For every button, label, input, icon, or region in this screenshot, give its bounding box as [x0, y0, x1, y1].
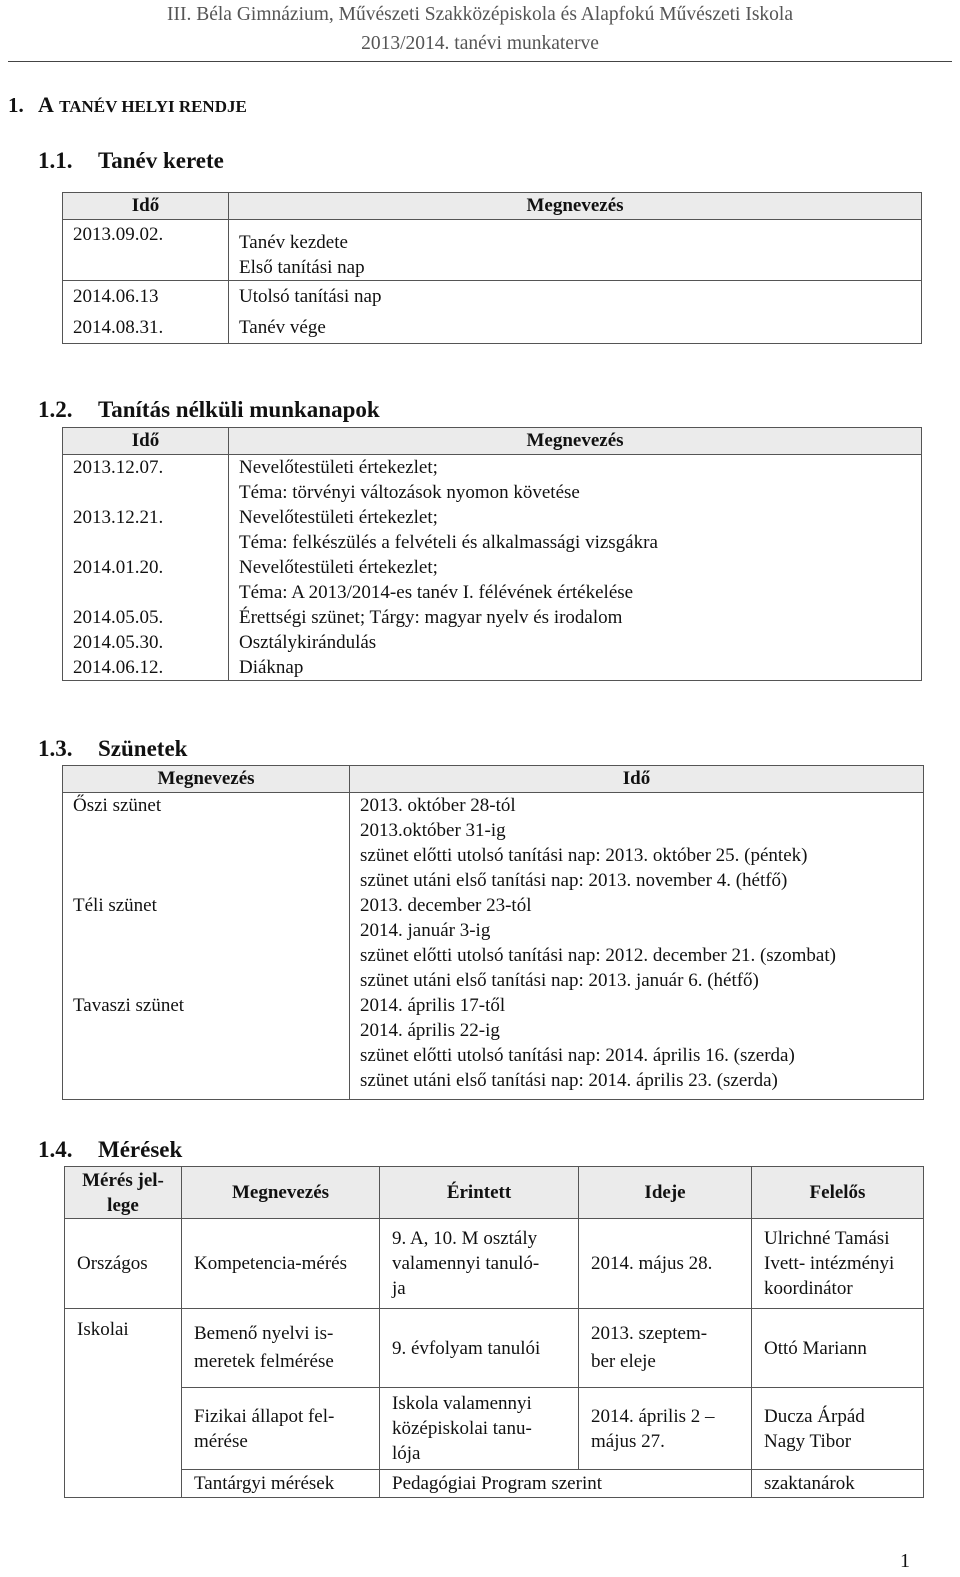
cell-erintett: 9. évfolyam tanulói [380, 1309, 579, 1388]
cell-erintett [380, 1219, 579, 1309]
section-number: 1.2. [38, 397, 73, 422]
cell-date: 2014.05.05. [63, 605, 229, 630]
cell-line: Utolsó tanítási nap [239, 286, 382, 307]
cell-line: Első tanítási nap [239, 257, 365, 278]
section-title: Szünetek [98, 736, 188, 761]
cell-holiday-name: Őszi szünet [63, 793, 350, 894]
non-teaching-days-table [62, 427, 922, 681]
page-number: 1 [900, 1550, 910, 1572]
cell-holiday-name: Tavaszi szünet [63, 993, 350, 1100]
cell-line: Mérés jel- [82, 1169, 164, 1191]
section-title: Tanév kerete [98, 148, 224, 173]
cell-jelleg: Iskolai [65, 1309, 182, 1498]
cell-name [229, 220, 922, 281]
cell-line: szünet előtti utolsó tanítási nap: 2014. április 16. (szerda) [360, 1045, 795, 1066]
cell-line: koordinátor [764, 1278, 853, 1299]
cell-erintett: Pedagógiai Program szerint [380, 1470, 752, 1498]
cell-line: 2013. október 28-tól [360, 795, 516, 816]
cell-line: Téma: törvényi változások nyomon követése [239, 482, 580, 503]
cell-line: 2014. április 2 – [591, 1405, 715, 1427]
cell-megnevezes: Tantárgyi mérések [182, 1470, 380, 1498]
measurements-table [64, 1166, 924, 1498]
header-plan-title: 2013/2014. tanévi munkaterve [361, 33, 599, 54]
holidays-table [62, 765, 924, 1100]
section-1-1-heading [38, 148, 224, 174]
cell-line: Bemenő nyelvi is- [194, 1323, 334, 1344]
cell-holiday-name: Téli szünet [63, 893, 350, 993]
cell-line: 2013. december 23-tól [360, 895, 532, 916]
cell-date: 2013.12.07. [63, 455, 229, 506]
cell-felelos [752, 1388, 924, 1470]
cell-line: 2014. január 3-ig [360, 920, 491, 941]
cell-line: Fizikai állapot fel- [194, 1405, 335, 1427]
cell-line: 2014. április 17-től [360, 995, 506, 1016]
cell-line: valamennyi tanuló- [392, 1253, 540, 1274]
cell-line: 9. A, 10. M osztály [392, 1228, 538, 1249]
section-1-heading [8, 92, 247, 118]
cell-megnevezes [182, 1388, 380, 1470]
cell-line: Nevelőtestületi értekezlet; [239, 457, 438, 478]
col-header-ido: Idő [350, 766, 924, 793]
cell-date: 2013.09.02. [63, 220, 229, 281]
cell-holiday-time [350, 893, 924, 993]
section-title-initial: A [38, 92, 54, 117]
cell-name [229, 505, 922, 555]
cell-name: Diáknap [229, 655, 922, 681]
cell-holiday-time [350, 993, 924, 1100]
cell-felelos [752, 1219, 924, 1309]
cell-line: Nagy Tibor [764, 1430, 852, 1452]
col-header-ido: Idő [63, 193, 229, 220]
cell-holiday-time [350, 793, 924, 894]
cell-line: ber eleje [591, 1351, 656, 1372]
section-title: Tanítás nélküli munkanapok [98, 397, 380, 422]
cell-megnevezes: Kompetencia-mérés [182, 1219, 380, 1309]
section-1-2-heading [38, 397, 380, 423]
col-header-ido: Idő [63, 428, 229, 455]
cell-line: középiskolai tanu- [392, 1418, 532, 1439]
cell-line: 2013.október 31-ig [360, 820, 506, 841]
col-header-megnevezes: Megnevezés [229, 193, 922, 220]
cell-line: 2014.06.13 [73, 286, 159, 307]
cell-date: 2013.12.21. [63, 505, 229, 555]
cell-ideje [579, 1388, 752, 1470]
cell-name: Érettségi szünet; Tárgy: magyar nyelv és irodalom [229, 605, 922, 630]
cell-date [63, 281, 229, 344]
section-number: 1.1. [38, 148, 73, 173]
cell-line: május 27. [591, 1430, 665, 1452]
cell-name [229, 555, 922, 605]
col-header-megnevezes: Megnevezés [63, 766, 350, 793]
cell-line: lója [392, 1443, 421, 1464]
cell-line: 2013. szeptem- [591, 1323, 708, 1344]
cell-line: Tanév kezdete [239, 232, 348, 253]
header-divider [8, 61, 952, 62]
section-number: 1.4. [38, 1137, 73, 1162]
col-header-erintett: Érintett [380, 1167, 579, 1219]
cell-line: szünet előtti utolsó tanítási nap: 2013. október 25. (péntek) [360, 845, 808, 866]
section-1-4-heading [38, 1137, 182, 1163]
cell-line: Ivett- intézményi [764, 1253, 895, 1274]
cell-ideje: 2014. május 28. [579, 1219, 752, 1309]
cell-line: meretek felmérése [194, 1351, 334, 1372]
cell-line: ja [392, 1278, 406, 1299]
cell-ideje [579, 1309, 752, 1388]
cell-line: Ducza Árpád [764, 1405, 865, 1427]
cell-line: 2014.08.31. [73, 317, 164, 338]
cell-date: 2014.01.20. [63, 555, 229, 605]
cell-felelos: szaktanárok [752, 1470, 924, 1498]
cell-line: szünet utáni első tanítási nap: 2013. január 6. (hétfő) [360, 970, 759, 991]
cell-line: Ulrichné Tamási [764, 1228, 890, 1249]
cell-line: 2014. április 22-ig [360, 1020, 500, 1041]
cell-line: Iskola valamennyi [392, 1393, 532, 1414]
cell-line: Téma: felkészülés a felvételi és alkalmassági vizsgákra [239, 532, 658, 553]
cell-felelos: Ottó Mariann [752, 1309, 924, 1388]
header-school-name: III. Béla Gimnázium, Művészeti Szakközépiskola és Alapfokú Művészeti Iskola [167, 4, 793, 25]
school-year-table [62, 192, 922, 344]
section-title: TANÉV HELYI RENDJE [59, 97, 247, 116]
cell-line: lege [107, 1194, 139, 1216]
col-header-megnevezes: Megnevezés [229, 428, 922, 455]
section-number: 1.3. [38, 736, 73, 761]
section-number: 1. [8, 93, 24, 117]
cell-date: 2014.06.12. [63, 655, 229, 681]
col-header-megnevezes: Megnevezés [182, 1167, 380, 1219]
cell-name [229, 281, 922, 344]
section-title: Mérések [98, 1137, 183, 1162]
cell-line: Téma: A 2013/2014-es tanév I. félévének értékelése [239, 582, 634, 603]
cell-line: szünet előtti utolsó tanítási nap: 2012. december 21. (szombat) [360, 945, 836, 966]
page-header [0, 0, 960, 58]
cell-line: szünet utáni első tanítási nap: 2014. április 23. (szerda) [360, 1070, 778, 1091]
cell-line: szünet utáni első tanítási nap: 2013. november 4. (hétfő) [360, 870, 788, 891]
cell-line: Nevelőtestületi értekezlet; [239, 507, 438, 528]
section-1-3-heading [38, 736, 187, 762]
cell-line: Nevelőtestületi értekezlet; [239, 557, 438, 578]
cell-name: Osztálykirándulás [229, 630, 922, 655]
cell-line: Tanév vége [239, 317, 326, 338]
cell-name [229, 455, 922, 506]
col-header-felelos: Felelős [752, 1167, 924, 1219]
cell-megnevezes [182, 1309, 380, 1388]
col-header-ideje: Ideje [579, 1167, 752, 1219]
cell-erintett [380, 1388, 579, 1470]
col-header-jelleg [65, 1167, 182, 1219]
cell-jelleg: Országos [65, 1219, 182, 1309]
cell-line: mérése [194, 1430, 248, 1452]
cell-date: 2014.05.30. [63, 630, 229, 655]
